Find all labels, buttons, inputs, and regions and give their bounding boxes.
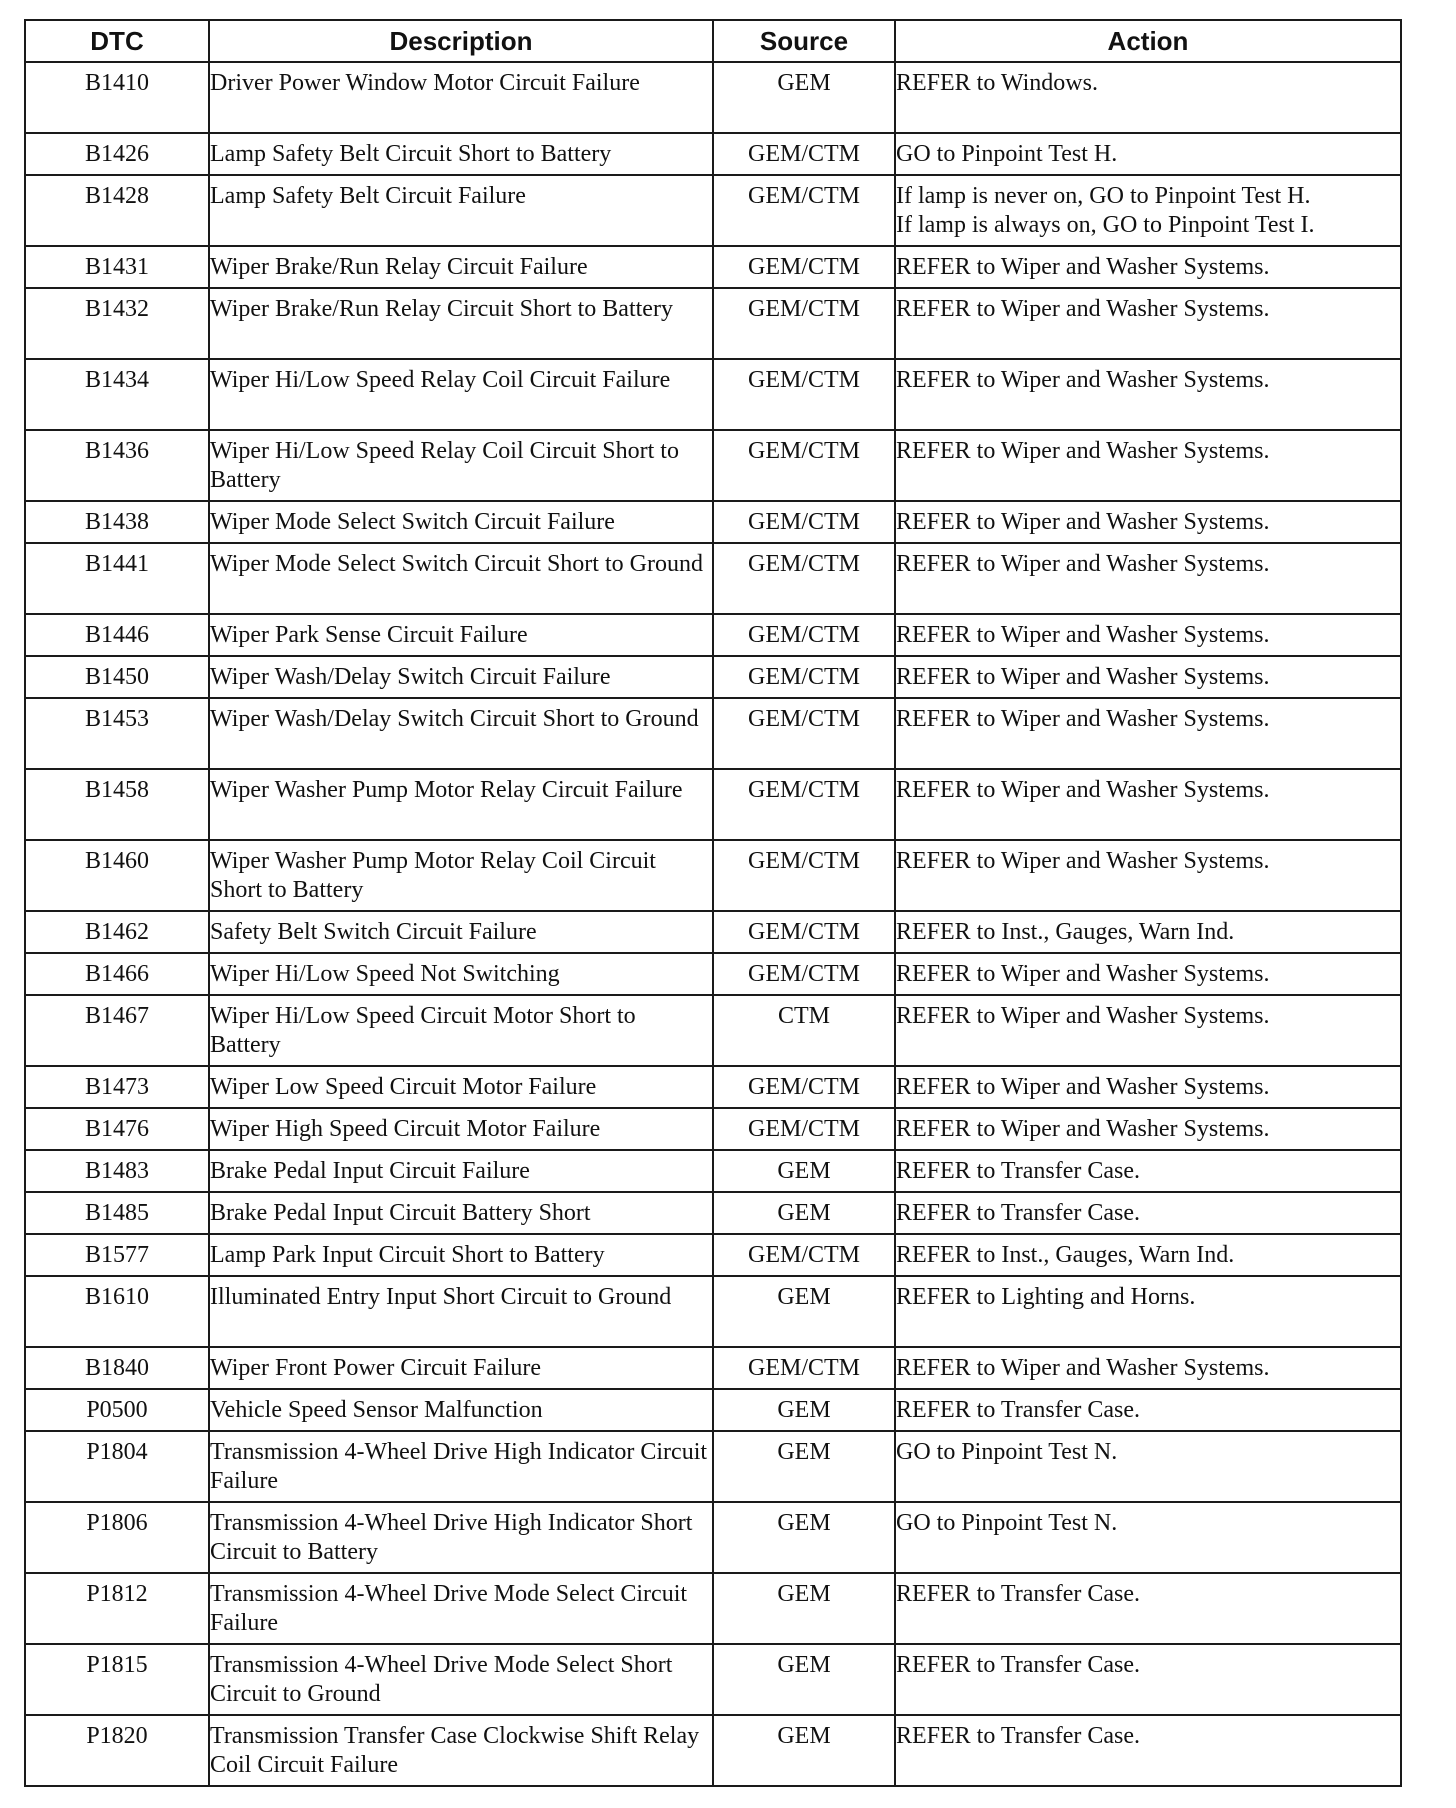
table-row: [25, 246, 1401, 288]
cell-source: GEM/CTM: [713, 1108, 895, 1150]
cell-description: Wiper Low Speed Circuit Motor Failure: [209, 1066, 713, 1108]
cell-action: [895, 656, 1401, 698]
cell-dtc: B1466: [25, 953, 209, 995]
cell-action: [895, 1192, 1401, 1234]
action-line: REFER to Wiper and Washer Systems.: [896, 1003, 1270, 1029]
cell-action: [895, 62, 1401, 133]
table-row: [25, 840, 1401, 911]
cell-description: Wiper Washer Pump Motor Relay Coil Circuit Short to Battery: [209, 840, 713, 911]
cell-description: Wiper Brake/Run Relay Circuit Failure: [209, 246, 713, 288]
action-line: If lamp is never on, GO to Pinpoint Test H.: [896, 183, 1311, 209]
cell-action: [895, 1276, 1401, 1347]
cell-dtc: B1473: [25, 1066, 209, 1108]
cell-source: GEM/CTM: [713, 953, 895, 995]
cell-action: [895, 1347, 1401, 1389]
cell-dtc: B1462: [25, 911, 209, 953]
cell-description: Wiper Hi/Low Speed Not Switching: [209, 953, 713, 995]
table-row: [25, 698, 1401, 769]
cell-source: GEM: [713, 1502, 895, 1573]
table-row: [25, 430, 1401, 501]
action-line: GO to Pinpoint Test N.: [896, 1510, 1118, 1536]
cell-dtc: P0500: [25, 1389, 209, 1431]
cell-dtc: P1806: [25, 1502, 209, 1573]
table-row: [25, 1066, 1401, 1108]
cell-source: GEM/CTM: [713, 656, 895, 698]
cell-dtc: B1840: [25, 1347, 209, 1389]
cell-description: Transmission 4-Wheel Drive High Indicator Short Circuit to Battery: [209, 1502, 713, 1573]
cell-source: GEM/CTM: [713, 501, 895, 543]
action-line: REFER to Wiper and Washer Systems.: [896, 706, 1270, 732]
cell-action: [895, 543, 1401, 614]
cell-action: [895, 359, 1401, 430]
cell-action: [895, 614, 1401, 656]
table-body: [25, 62, 1401, 1786]
action-line: GO to Pinpoint Test N.: [896, 1439, 1118, 1465]
cell-dtc: B1453: [25, 698, 209, 769]
cell-source: GEM: [713, 1573, 895, 1644]
cell-dtc: B1476: [25, 1108, 209, 1150]
header-dtc: DTC: [25, 20, 209, 62]
cell-description: Brake Pedal Input Circuit Failure: [209, 1150, 713, 1192]
table-row: [25, 1644, 1401, 1715]
action-line: REFER to Transfer Case.: [896, 1397, 1141, 1423]
table-row: [25, 1502, 1401, 1573]
table-header-row: [25, 20, 1401, 62]
cell-description: Transmission 4-Wheel Drive Mode Select Circuit Failure: [209, 1573, 713, 1644]
action-line: REFER to Transfer Case.: [896, 1581, 1141, 1607]
table-row: [25, 543, 1401, 614]
cell-source: GEM/CTM: [713, 543, 895, 614]
cell-description: Safety Belt Switch Circuit Failure: [209, 911, 713, 953]
cell-action: [895, 1715, 1401, 1786]
cell-description: Lamp Safety Belt Circuit Failure: [209, 175, 713, 246]
cell-dtc: B1436: [25, 430, 209, 501]
cell-dtc: B1434: [25, 359, 209, 430]
cell-action: [895, 698, 1401, 769]
cell-dtc: B1483: [25, 1150, 209, 1192]
cell-action: [895, 1066, 1401, 1108]
cell-description: Transmission Transfer Case Clockwise Shift Relay Coil Circuit Failure: [209, 1715, 713, 1786]
cell-dtc: B1467: [25, 995, 209, 1066]
table-row: [25, 1108, 1401, 1150]
cell-dtc: B1610: [25, 1276, 209, 1347]
cell-description: Wiper Front Power Circuit Failure: [209, 1347, 713, 1389]
cell-source: GEM: [713, 1276, 895, 1347]
cell-description: Wiper Hi/Low Speed Circuit Motor Short to Battery: [209, 995, 713, 1066]
cell-description: Lamp Safety Belt Circuit Short to Battery: [209, 133, 713, 175]
action-line: REFER to Inst., Gauges, Warn Ind.: [896, 1242, 1235, 1268]
action-line: REFER to Wiper and Washer Systems.: [896, 438, 1270, 464]
action-line: REFER to Wiper and Washer Systems.: [896, 664, 1270, 690]
table-row: [25, 1715, 1401, 1786]
action-line: REFER to Wiper and Washer Systems.: [896, 1355, 1270, 1381]
cell-description: Transmission 4-Wheel Drive High Indicator Circuit Failure: [209, 1431, 713, 1502]
cell-action: [895, 1389, 1401, 1431]
cell-source: GEM/CTM: [713, 246, 895, 288]
cell-source: GEM/CTM: [713, 911, 895, 953]
cell-action: [895, 1108, 1401, 1150]
table-row: [25, 175, 1401, 246]
cell-action: [895, 246, 1401, 288]
cell-action: [895, 1644, 1401, 1715]
cell-dtc: P1812: [25, 1573, 209, 1644]
table-row: [25, 953, 1401, 995]
cell-dtc: P1820: [25, 1715, 209, 1786]
cell-description: Wiper Park Sense Circuit Failure: [209, 614, 713, 656]
cell-description: Wiper Wash/Delay Switch Circuit Failure: [209, 656, 713, 698]
cell-source: GEM/CTM: [713, 1347, 895, 1389]
cell-dtc: B1431: [25, 246, 209, 288]
action-line: REFER to Windows.: [896, 70, 1098, 96]
cell-description: Wiper High Speed Circuit Motor Failure: [209, 1108, 713, 1150]
table-row: [25, 288, 1401, 359]
cell-source: GEM/CTM: [713, 840, 895, 911]
action-line: REFER to Wiper and Washer Systems.: [896, 848, 1270, 874]
cell-action: [895, 1234, 1401, 1276]
cell-description: Driver Power Window Motor Circuit Failure: [209, 62, 713, 133]
table-row: [25, 501, 1401, 543]
table-row: [25, 995, 1401, 1066]
cell-dtc: B1460: [25, 840, 209, 911]
cell-action: [895, 133, 1401, 175]
cell-description: Illuminated Entry Input Short Circuit to Ground: [209, 1276, 713, 1347]
cell-description: Wiper Hi/Low Speed Relay Coil Circuit Short to Battery: [209, 430, 713, 501]
cell-description: Wiper Mode Select Switch Circuit Failure: [209, 501, 713, 543]
cell-description: Lamp Park Input Circuit Short to Battery: [209, 1234, 713, 1276]
cell-action: [895, 1150, 1401, 1192]
action-line: REFER to Transfer Case.: [896, 1200, 1141, 1226]
cell-source: CTM: [713, 995, 895, 1066]
cell-action: [895, 430, 1401, 501]
cell-source: GEM/CTM: [713, 1066, 895, 1108]
cell-dtc: B1428: [25, 175, 209, 246]
cell-source: GEM/CTM: [713, 614, 895, 656]
cell-source: GEM/CTM: [713, 430, 895, 501]
header-source: Source: [713, 20, 895, 62]
cell-source: GEM/CTM: [713, 288, 895, 359]
cell-source: GEM/CTM: [713, 133, 895, 175]
cell-action: [895, 175, 1401, 246]
table-row: [25, 1234, 1401, 1276]
action-line: REFER to Transfer Case.: [896, 1723, 1141, 1749]
cell-source: GEM: [713, 1644, 895, 1715]
cell-description: Brake Pedal Input Circuit Battery Short: [209, 1192, 713, 1234]
cell-source: GEM: [713, 1715, 895, 1786]
cell-dtc: P1804: [25, 1431, 209, 1502]
cell-action: [895, 953, 1401, 995]
cell-action: [895, 840, 1401, 911]
cell-dtc: B1426: [25, 133, 209, 175]
table-row: [25, 1347, 1401, 1389]
table-row: [25, 1276, 1401, 1347]
cell-dtc: B1450: [25, 656, 209, 698]
cell-description: Transmission 4-Wheel Drive Mode Select Short Circuit to Ground: [209, 1644, 713, 1715]
action-line: REFER to Wiper and Washer Systems.: [896, 622, 1270, 648]
cell-source: GEM/CTM: [713, 698, 895, 769]
cell-dtc: B1438: [25, 501, 209, 543]
cell-description: Wiper Brake/Run Relay Circuit Short to Battery: [209, 288, 713, 359]
cell-action: [895, 288, 1401, 359]
cell-source: GEM/CTM: [713, 359, 895, 430]
table-row: [25, 1192, 1401, 1234]
cell-source: GEM: [713, 1192, 895, 1234]
dtc-table: [24, 19, 1402, 1787]
cell-description: Wiper Wash/Delay Switch Circuit Short to Ground: [209, 698, 713, 769]
action-line: REFER to Wiper and Washer Systems.: [896, 1116, 1270, 1142]
action-line: REFER to Wiper and Washer Systems.: [896, 551, 1270, 577]
header-description: Description: [209, 20, 713, 62]
cell-description: Wiper Mode Select Switch Circuit Short to Ground: [209, 543, 713, 614]
cell-dtc: B1441: [25, 543, 209, 614]
action-line: REFER to Wiper and Washer Systems.: [896, 254, 1270, 280]
cell-action: [895, 501, 1401, 543]
action-line: REFER to Transfer Case.: [896, 1652, 1141, 1678]
cell-source: GEM/CTM: [713, 769, 895, 840]
table-row: [25, 1573, 1401, 1644]
cell-dtc: B1432: [25, 288, 209, 359]
action-line: REFER to Lighting and Horns.: [896, 1284, 1196, 1310]
action-line: REFER to Transfer Case.: [896, 1158, 1141, 1184]
action-line: GO to Pinpoint Test H.: [896, 141, 1118, 167]
table-row: [25, 359, 1401, 430]
cell-action: [895, 1431, 1401, 1502]
action-line: REFER to Wiper and Washer Systems.: [896, 961, 1270, 987]
cell-dtc: B1410: [25, 62, 209, 133]
cell-action: [895, 911, 1401, 953]
cell-action: [895, 769, 1401, 840]
cell-dtc: B1458: [25, 769, 209, 840]
header-action: Action: [895, 20, 1401, 62]
cell-source: GEM: [713, 1431, 895, 1502]
cell-source: GEM/CTM: [713, 175, 895, 246]
table-row: [25, 1431, 1401, 1502]
table-row: [25, 1150, 1401, 1192]
action-line: REFER to Wiper and Washer Systems.: [896, 296, 1270, 322]
cell-source: GEM: [713, 62, 895, 133]
cell-dtc: B1485: [25, 1192, 209, 1234]
table-row: [25, 769, 1401, 840]
cell-source: GEM: [713, 1389, 895, 1431]
cell-dtc: B1446: [25, 614, 209, 656]
table-row: [25, 133, 1401, 175]
cell-action: [895, 995, 1401, 1066]
table-row: [25, 62, 1401, 133]
action-line: REFER to Wiper and Washer Systems.: [896, 367, 1270, 393]
dtc-table-container: [24, 19, 1400, 1787]
cell-source: GEM/CTM: [713, 1234, 895, 1276]
cell-dtc: P1815: [25, 1644, 209, 1715]
table-row: [25, 656, 1401, 698]
action-line: REFER to Inst., Gauges, Warn Ind.: [896, 919, 1235, 945]
cell-source: GEM: [713, 1150, 895, 1192]
action-line: If lamp is always on, GO to Pinpoint Test I.: [896, 212, 1315, 238]
action-line: REFER to Wiper and Washer Systems.: [896, 777, 1270, 803]
table-row: [25, 1389, 1401, 1431]
cell-description: Wiper Washer Pump Motor Relay Circuit Failure: [209, 769, 713, 840]
table-row: [25, 614, 1401, 656]
cell-description: Vehicle Speed Sensor Malfunction: [209, 1389, 713, 1431]
action-line: REFER to Wiper and Washer Systems.: [896, 509, 1270, 535]
table-row: [25, 911, 1401, 953]
cell-description: Wiper Hi/Low Speed Relay Coil Circuit Failure: [209, 359, 713, 430]
action-line: REFER to Wiper and Washer Systems.: [896, 1074, 1270, 1100]
cell-action: [895, 1502, 1401, 1573]
cell-dtc: B1577: [25, 1234, 209, 1276]
cell-action: [895, 1573, 1401, 1644]
